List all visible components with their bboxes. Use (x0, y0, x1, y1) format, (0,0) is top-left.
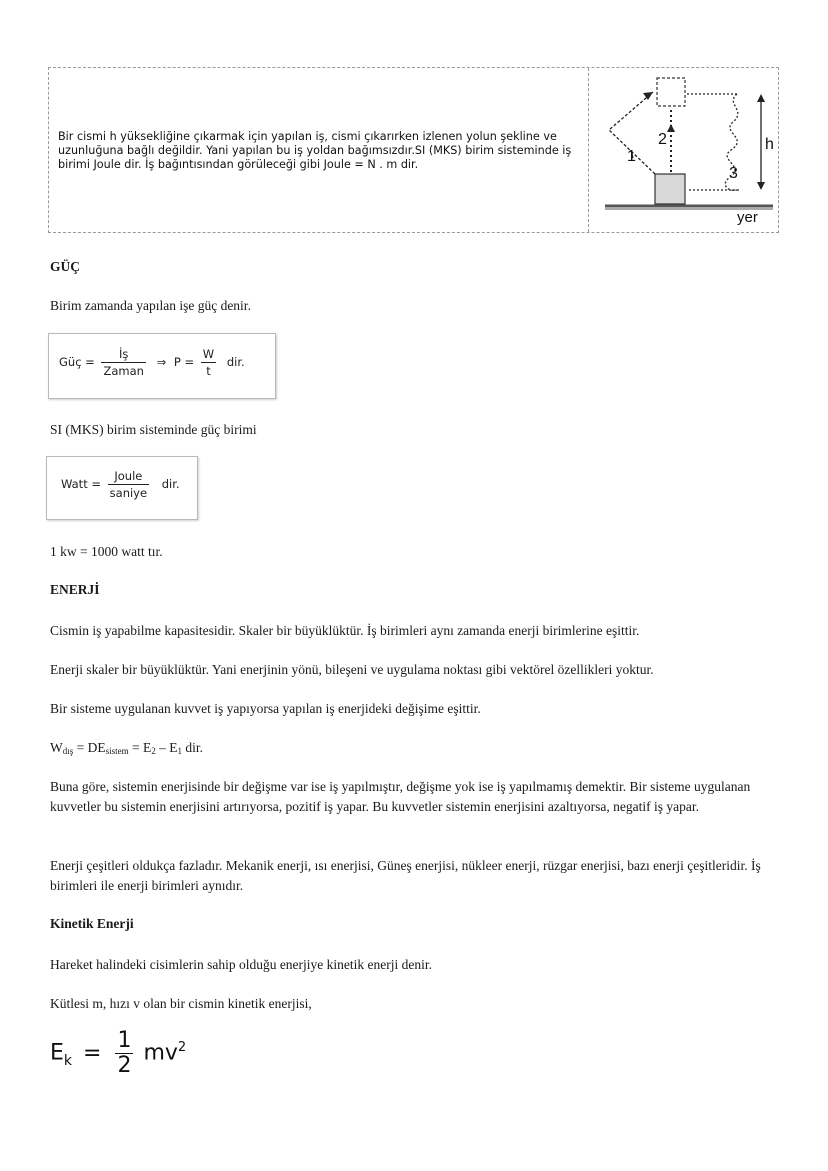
path-independence-figure (597, 70, 777, 230)
power-num-2: W (202, 347, 215, 361)
watt-formula-box (46, 456, 198, 520)
power-definition: Birim zamanda yapılan işe güç denir. (50, 298, 251, 313)
kinetic-formula (50, 1030, 186, 1077)
watt-fraction (108, 469, 149, 500)
intro-text: Bir cismi h yüksekliğine çıkarmak için yapılan iş, cismi çıkarırken izlenen yolun şekline ve uzunluğuna bağlı değildir. Yani yapılan bu iş yoldan bağımsızdır.SI (MKS) birim sisteminde iş birimi Joule dir. İş bağıntısından görüleceği gibi Joule = N . m dir. (58, 130, 572, 171)
kinetic-p2: Kütlesi m, hızı v olan bir cismin kinetik enerjisi, (50, 996, 312, 1011)
ek-eq: = (83, 1040, 102, 1066)
power-p-lhs: P = (173, 355, 195, 369)
power-den-2: t (206, 364, 211, 378)
ek-sub: k (63, 1052, 73, 1069)
ek-e: E (50, 1040, 64, 1066)
intro-box (48, 67, 779, 233)
ek-num: 1 (117, 1028, 132, 1053)
ek-mv: mv (143, 1040, 178, 1066)
energy-p3: Bir sisteme uygulanan kuvvet iş yapıyorsa yapılan iş enerjideki değişime eşittir. (50, 701, 481, 716)
path-2-arrow-icon (667, 124, 675, 132)
ek-den: 2 (117, 1053, 132, 1078)
power-suffix: dir. (226, 355, 245, 369)
watt-lhs: Watt = (61, 477, 101, 491)
ground-label: yer (737, 209, 758, 226)
power-unit-intro: SI (MKS) birim sisteminde güç birimi (50, 422, 257, 437)
path-1-label: 1 (627, 148, 636, 165)
path-2-label: 2 (658, 131, 667, 148)
power-den: Zaman (103, 364, 144, 378)
power-heading: GÜÇ (50, 259, 80, 274)
raised-block-icon (657, 78, 685, 106)
block-icon (655, 174, 685, 204)
watt-num: Joule (108, 469, 149, 485)
implies-icon: ⇒ (156, 355, 167, 369)
energy-equation: $W_{dış} = DE_{sistem} = E_2 - E_1$ dir. (50, 740, 204, 756)
power-num: İş (101, 347, 145, 363)
watt-den: saniye (109, 486, 148, 500)
kw-note: 1 kw = 1000 watt tır. (50, 544, 163, 559)
power-formula-box (48, 333, 276, 399)
height-label: h (765, 136, 774, 153)
ek-fraction (115, 1030, 133, 1077)
kinetic-p1: Hareket halindeki cisimlerin sahip olduğu enerjiye kinetik enerji denir. (50, 957, 433, 972)
path-3-label: 3 (729, 165, 738, 182)
energy-p4: Buna göre, sistemin enerjisinde bir değişme var ise iş yapılmıştır, değişme yok ise iş yapılmamış demektir. Bir sisteme uygulanan kuvvetler bu sistemin enerjisini artırıyorsa, pozitif iş yapar. Bu kuvvetler sistemin enerjisini azaltıyorsa, negatif iş yapar. (50, 779, 751, 814)
kinetic-heading: Kinetik Enerji (50, 916, 134, 931)
power-formula-lhs: Güç = (59, 355, 95, 369)
box-divider (588, 68, 589, 232)
ek-sup: 2 (177, 1040, 187, 1056)
energy-heading: ENERJİ (50, 582, 100, 597)
power-fraction-2 (201, 347, 216, 378)
energy-p1: Cismin iş yapabilme kapasitesidir. Skaler bir büyüklüktür. İş birimleri aynı zamanda enerji birimlerine eşittir. (50, 623, 640, 638)
energy-p2: Enerji skaler bir büyüklüktür. Yani enerjinin yönü, bileşeni ve uygulama noktası gibi vektörel özellikleri yoktur. (50, 662, 654, 677)
watt-suffix: dir. (161, 477, 180, 491)
power-fraction (101, 347, 145, 378)
energy-p5: Enerji çeşitleri oldukça fazladır. Mekanik enerji, ısı enerjisi, Güneş enerjisi, nükleer enerji, rüzgar enerjisi, bazı enerji çeşitleridir. İş birimleri ile enerji birimleri aynıdır. (50, 858, 761, 893)
